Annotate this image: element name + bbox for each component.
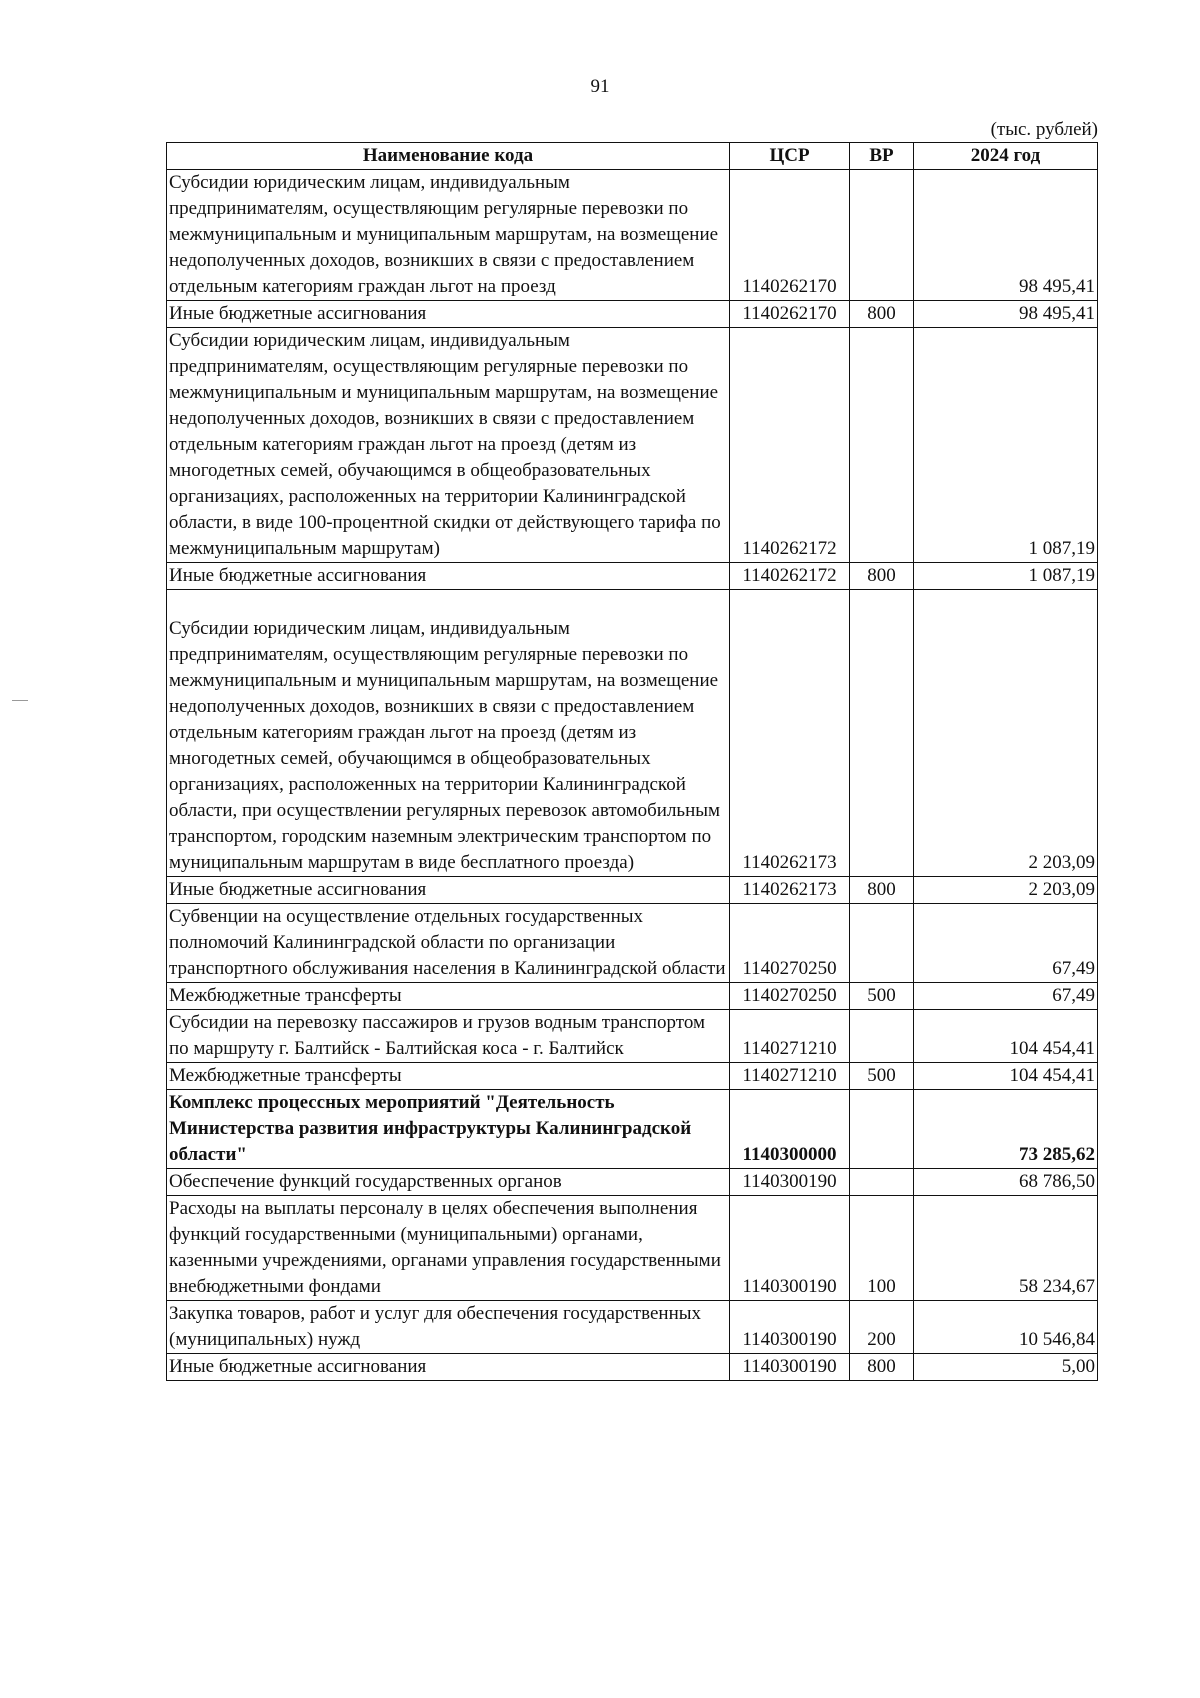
row-csr: 1140262170	[730, 170, 850, 301]
row-name: Обеспечение функций государственных органов	[167, 1169, 730, 1196]
row-vr: 100	[850, 1196, 914, 1301]
row-vr: 800	[850, 877, 914, 904]
row-csr: 1140262172	[730, 328, 850, 563]
row-name: Иные бюджетные ассигнования	[167, 1354, 730, 1381]
row-vr	[850, 1169, 914, 1196]
row-name: Комплекс процессных мероприятий "Деятельность Министерства развития инфраструктуры Калининградской области"	[167, 1090, 730, 1169]
row-csr: 1140270250	[730, 904, 850, 983]
header-vr: ВР	[850, 143, 914, 170]
row-name: Субсидии юридическим лицам, индивидуальным предпринимателям, осуществляющим регулярные перевозки по межмуниципальным и муниципальным маршрутам, на возмещение недополученных доходов, возникших в связи с предоставлением отдельным категориям граждан льгот на проезд (детям из многодетных семей, обучающимся в общеобразовательных организациях, расположенных на территории Калининградской области, в виде 100-процентной скидки от действующего тарифа по межмуниципальным маршрутам)	[167, 328, 730, 563]
table-row	[167, 590, 1098, 877]
row-csr: 1140300190	[730, 1169, 850, 1196]
row-csr: 1140262170	[730, 301, 850, 328]
margin-mark	[12, 700, 28, 701]
row-vr	[850, 328, 914, 563]
table-row	[167, 904, 1098, 983]
row-vr	[850, 1090, 914, 1169]
row-csr: 1140300000	[730, 1090, 850, 1169]
row-sum: 5,00	[914, 1354, 1098, 1381]
page-number: 91	[590, 76, 610, 97]
row-csr: 1140300190	[730, 1354, 850, 1381]
row-sum: 58 234,67	[914, 1196, 1098, 1301]
header-name: Наименование кода	[167, 143, 730, 170]
row-sum: 67,49	[914, 904, 1098, 983]
row-vr: 200	[850, 1301, 914, 1354]
table-row	[167, 1196, 1098, 1301]
header-sum: 2024 год	[914, 143, 1098, 170]
row-sum: 10 546,84	[914, 1301, 1098, 1354]
row-csr: 1140262172	[730, 563, 850, 590]
table-row	[167, 328, 1098, 563]
table-row	[167, 1090, 1098, 1169]
header-csr: ЦСР	[730, 143, 850, 170]
table-row	[167, 1010, 1098, 1063]
row-csr: 1140300190	[730, 1196, 850, 1301]
row-sum: 104 454,41	[914, 1063, 1098, 1090]
row-vr	[850, 904, 914, 983]
table-row	[167, 563, 1098, 590]
row-csr: 1140262173	[730, 877, 850, 904]
row-csr: 1140262173	[730, 590, 850, 877]
table-row	[167, 1301, 1098, 1354]
row-sum: 98 495,41	[914, 170, 1098, 301]
row-sum: 1 087,19	[914, 563, 1098, 590]
row-name: Закупка товаров, работ и услуг для обеспечения государственных (муниципальных) нужд	[167, 1301, 730, 1354]
table-row	[167, 1354, 1098, 1381]
table-row	[167, 877, 1098, 904]
budget-table	[166, 142, 1098, 1381]
row-sum: 98 495,41	[914, 301, 1098, 328]
row-vr: 800	[850, 563, 914, 590]
row-csr: 1140271210	[730, 1063, 850, 1090]
row-name: Иные бюджетные ассигнования	[167, 877, 730, 904]
row-sum: 67,49	[914, 983, 1098, 1010]
row-name: Межбюджетные трансферты	[167, 983, 730, 1010]
row-sum: 73 285,62	[914, 1090, 1098, 1169]
row-sum: 68 786,50	[914, 1169, 1098, 1196]
row-name: Субсидии на перевозку пассажиров и грузов водным транспортом по маршруту г. Балтийск - Балтийская коса - г. Балтийск	[167, 1010, 730, 1063]
table-row	[167, 301, 1098, 328]
row-name: Субсидии юридическим лицам, индивидуальным предпринимателям, осуществляющим регулярные перевозки по межмуниципальным и муниципальным маршрутам, на возмещение недополученных доходов, возникших в связи с предоставлением отдельным категориям граждан льгот на проезд	[167, 170, 730, 301]
table-row	[167, 170, 1098, 301]
row-csr: 1140300190	[730, 1301, 850, 1354]
row-name: Иные бюджетные ассигнования	[167, 301, 730, 328]
row-name: Субсидии юридическим лицам, индивидуальным предпринимателям, осуществляющим регулярные перевозки по межмуниципальным и муниципальным маршрутам, на возмещение недополученных доходов, возникших в связи с предоставлением отдельным категориям граждан льгот на проезд (детям из многодетных семей, обучающимся в общеобразовательных организациях, расположенных на территории Калининградской области, при осуществлении регулярных перевозок автомобильным транспортом, городским наземным электрическим транспортом по муниципальным маршрутам в виде бесплатного проезда)	[167, 590, 730, 877]
table-row	[167, 1063, 1098, 1090]
row-csr: 1140270250	[730, 983, 850, 1010]
row-sum: 2 203,09	[914, 877, 1098, 904]
row-name: Расходы на выплаты персоналу в целях обеспечения выполнения функций государственными (муниципальными) органами, казенными учреждениями, органами управления государственными внебюджетными фондами	[167, 1196, 730, 1301]
row-sum: 1 087,19	[914, 328, 1098, 563]
row-name: Межбюджетные трансферты	[167, 1063, 730, 1090]
table-row	[167, 983, 1098, 1010]
row-vr: 800	[850, 1354, 914, 1381]
row-vr: 500	[850, 983, 914, 1010]
row-csr: 1140271210	[730, 1010, 850, 1063]
table-header-row	[167, 143, 1098, 170]
row-name: Иные бюджетные ассигнования	[167, 563, 730, 590]
table-row	[167, 1169, 1098, 1196]
row-sum: 2 203,09	[914, 590, 1098, 877]
row-vr: 500	[850, 1063, 914, 1090]
row-name: Субвенции на осуществление отдельных государственных полномочий Калининградской области по организации транспортного обслуживания населения в Калининградской области	[167, 904, 730, 983]
row-vr	[850, 1010, 914, 1063]
row-sum: 104 454,41	[914, 1010, 1098, 1063]
units-label: (тыс. рублей)	[990, 119, 1098, 140]
row-vr: 800	[850, 301, 914, 328]
row-vr	[850, 590, 914, 877]
row-vr	[850, 170, 914, 301]
